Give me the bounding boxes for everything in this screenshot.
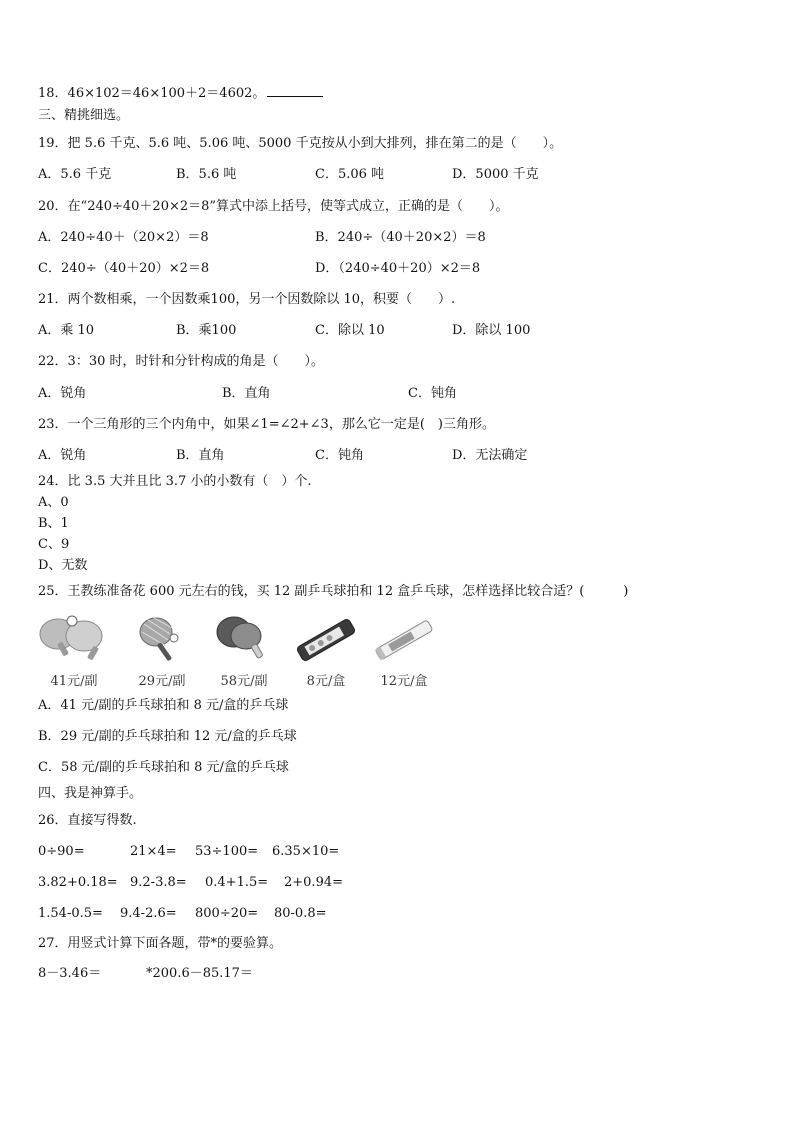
option-a[interactable]: A、0 — [38, 495, 69, 510]
question-22-options — [38, 386, 758, 402]
option-d[interactable]: D．无法确定 — [452, 448, 528, 463]
option-b[interactable]: B．240÷（40＋20×2）＝8 — [315, 230, 486, 245]
option-c[interactable]: C．钝角 — [315, 448, 364, 463]
question-20-options-row2 — [38, 261, 758, 277]
question-24-text: 24．比 3.5 大并且比 3.7 小的小数有（ ）个. — [38, 474, 312, 489]
price-label: 8元/盒 — [306, 674, 346, 689]
option-c[interactable]: C．5.06 吨 — [315, 167, 385, 182]
calc-item: 3.82+0.18= — [38, 875, 118, 890]
price-label: 29元/副 — [138, 674, 186, 689]
option-c[interactable]: C．除以 10 — [315, 323, 385, 338]
calc-item: 9.2-3.8= — [130, 875, 187, 890]
product-item — [38, 612, 110, 692]
question-18 — [38, 84, 323, 102]
question-22-text: 22．3：30 时，时针和分针构成的角是（ ）。 — [38, 354, 324, 369]
option-d[interactable]: D．（240÷40＋20）×2＝8 — [315, 261, 481, 276]
calc-item: *200.6－85.17＝ — [146, 966, 253, 981]
calc-item: 80-0.8= — [274, 906, 327, 921]
question-25-text: 25．王教练准备花 600 元左右的钱，买 12 副乒乓球拍和 12 盒乒乓球，怎样选择比较合适？( ) — [38, 584, 629, 599]
option-c[interactable]: C．58 元/副的乒乓球拍和 8 元/盒的乒乓球 — [38, 760, 289, 775]
dark-paddle-icon — [208, 612, 280, 668]
calc-item: 800÷20= — [195, 906, 259, 921]
question-21-options — [38, 323, 758, 339]
option-d[interactable]: D、无数 — [38, 558, 88, 573]
ball-tube-light-icon — [368, 612, 440, 668]
calc-item: 1.54-0.5= — [38, 906, 103, 921]
option-a[interactable]: A．锐角 — [38, 386, 87, 401]
product-item — [368, 612, 440, 692]
question-27-text: 27．用竖式计算下面各题，带*的要验算。 — [38, 936, 283, 951]
calc-item: 8－3.46＝ — [38, 966, 102, 981]
ball-tube-icon — [290, 612, 362, 668]
product-item — [208, 612, 280, 692]
calc-item: 9.4-2.6= — [120, 906, 177, 921]
option-b[interactable]: B．直角 — [222, 386, 271, 401]
question-21-text: 21．两个数相乘，一个因数乘100，另一个因数除以 10，积要（ ）. — [38, 292, 456, 307]
calc-item: 2+0.94= — [284, 875, 344, 890]
calc-item: 0÷90= — [38, 844, 85, 859]
calc-item: 53÷100= — [195, 844, 259, 859]
vertical-calc-row — [38, 966, 758, 982]
price-label: 41元/副 — [50, 674, 98, 689]
option-a[interactable]: A．240÷40＋（20×2）＝8 — [38, 230, 209, 245]
option-c[interactable]: C．钝角 — [408, 386, 457, 401]
option-a[interactable]: A．乘 10 — [38, 323, 95, 338]
calc-item: 21×4= — [130, 844, 177, 859]
option-b[interactable]: B．5.6 吨 — [176, 167, 237, 182]
question-26-text: 26．直接写得数. — [38, 813, 137, 828]
mesh-paddle-icon — [126, 612, 198, 668]
option-a[interactable]: A．41 元/副的乒乓球拍和 8 元/盒的乒乓球 — [38, 698, 289, 713]
calc-row-3 — [38, 906, 758, 922]
option-d[interactable]: D．除以 100 — [452, 323, 531, 338]
option-a[interactable]: A．5.6 千克 — [38, 167, 112, 182]
question-20-text: 20．在“240÷40＋20×2＝8”算式中添上括号，使等式成立，正确的是（ ）。 — [38, 199, 509, 214]
section-3-heading: 三、精挑细选。 — [38, 108, 130, 123]
question-19-options — [38, 167, 758, 183]
calc-item: 6.35×10= — [272, 844, 340, 859]
question-23-options — [38, 448, 758, 464]
paddle-with-ball-icon — [38, 612, 110, 668]
question-18-text: 18．46×102＝46×100＋2＝4602。 — [38, 86, 266, 101]
option-b[interactable]: B．乘100 — [176, 323, 237, 338]
section-4-heading: 四、我是神算手。 — [38, 786, 143, 801]
product-item — [126, 612, 198, 692]
price-label: 12元/盒 — [380, 674, 428, 689]
price-label: 58元/副 — [220, 674, 268, 689]
question-19-text: 19．把 5.6 千克、5.6 吨、5.06 吨、5000 千克按从小到大排列，排在第二的是（ ）。 — [38, 136, 563, 151]
calc-row-1 — [38, 844, 758, 860]
option-c[interactable]: C、9 — [38, 537, 70, 552]
question-20-options-row1 — [38, 230, 758, 246]
answer-blank[interactable] — [267, 84, 323, 97]
option-b[interactable]: B．29 元/副的乒乓球拍和 12 元/盒的乒乓球 — [38, 729, 297, 744]
product-images-row — [38, 612, 458, 692]
question-23-text: 23．一个三角形的三个内角中，如果∠1=∠2+∠3，那么它一定是( )三角形。 — [38, 417, 495, 432]
option-b[interactable]: B．直角 — [176, 448, 225, 463]
option-c[interactable]: C．240÷（40＋20）×2＝8 — [38, 261, 210, 276]
option-a[interactable]: A．锐角 — [38, 448, 87, 463]
option-b[interactable]: B、1 — [38, 516, 69, 531]
option-d[interactable]: D．5000 千克 — [452, 167, 539, 182]
product-item — [290, 612, 362, 692]
calc-item: 0.4+1.5= — [205, 875, 269, 890]
calc-row-2 — [38, 875, 758, 891]
